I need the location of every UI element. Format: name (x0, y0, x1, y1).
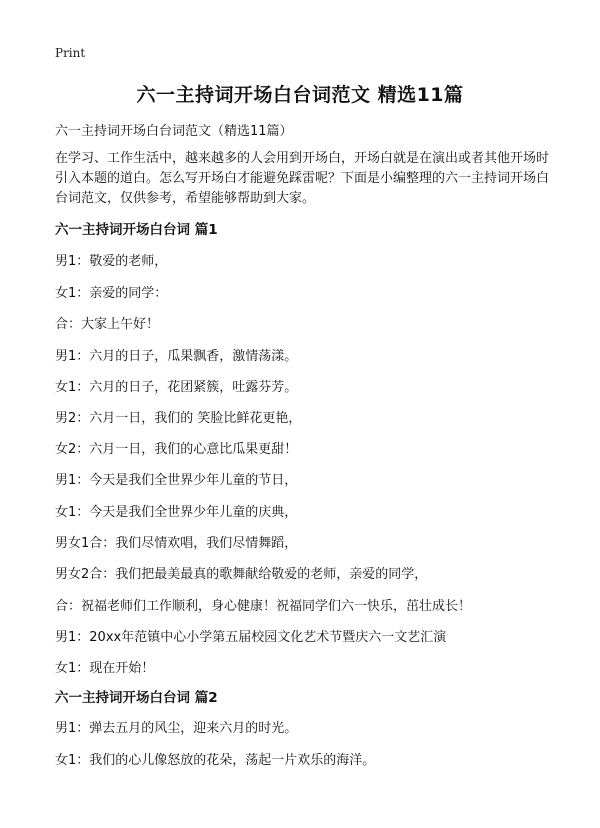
print-link[interactable]: Print (55, 46, 86, 60)
dialogue-line: 合：大家上午好！ (55, 317, 160, 332)
intro-paragraph: 在学习、工作生活中，越来越多的人会用到开场白，开场白就是在演出或者其他开场时引入本题的道白。怎么写开场白才能避免踩雷呢？下面是小编整理的六一主持词开场白台词范文，仅供参考，希望能够帮助到大家。 (55, 151, 550, 206)
dialogue-line: 男1：弹去五月的风尘，迎来六月的时光。 (55, 721, 298, 736)
dialogue-line: 男2：六月一日，我们的 笑脸比鲜花更艳， (55, 411, 302, 426)
dialogue-line: 男1：敬爱的老师， (55, 254, 168, 269)
dialogue-line: 女1：六月的日子，花团紧簇，吐露芬芳。 (55, 380, 298, 395)
page-title: 六一主持词开场白台词范文 精选11篇 (136, 84, 464, 106)
dialogue-line: 女1：我们的心儿像怒放的花朵，荡起一片欢乐的海洋。 (55, 753, 376, 768)
dialogue-line: 男1：六月的日子，瓜果飘香，激情荡漾。 (55, 349, 298, 364)
section-heading-1: 六一主持词开场白台词 篇1 (55, 222, 218, 238)
document-subtitle: 六一主持词开场白台词范文（精选11篇） (55, 124, 293, 139)
dialogue-line: 女1：现在开始！ (55, 661, 155, 676)
dialogue-line: 女1：亲爱的同学： (55, 286, 168, 301)
section-heading-2: 六一主持词开场白台词 篇2 (55, 690, 218, 706)
dialogue-line: 男1：今天是我们全世界少年儿童的节日， (55, 473, 298, 488)
dialogue-line: 女2：六月一日，我们的心意比瓜果更甜！ (55, 442, 298, 457)
dialogue-line: 男女1合：我们尽情欢唱，我们尽情舞蹈， (55, 536, 298, 551)
dialogue-line: 男1：20xx年范镇中心小学第五届校园文化艺术节暨庆六一文艺汇演 (55, 630, 447, 645)
dialogue-line: 合：祝福老师们工作顺利，身心健康！祝福同学们六一快乐，茁壮成长！ (55, 599, 472, 614)
dialogue-line: 女1：今天是我们全世界少年儿童的庆典， (55, 505, 298, 520)
dialogue-line: 男女2合：我们把最美最真的歌舞献给敬爱的老师，亲爱的同学， (55, 567, 428, 582)
